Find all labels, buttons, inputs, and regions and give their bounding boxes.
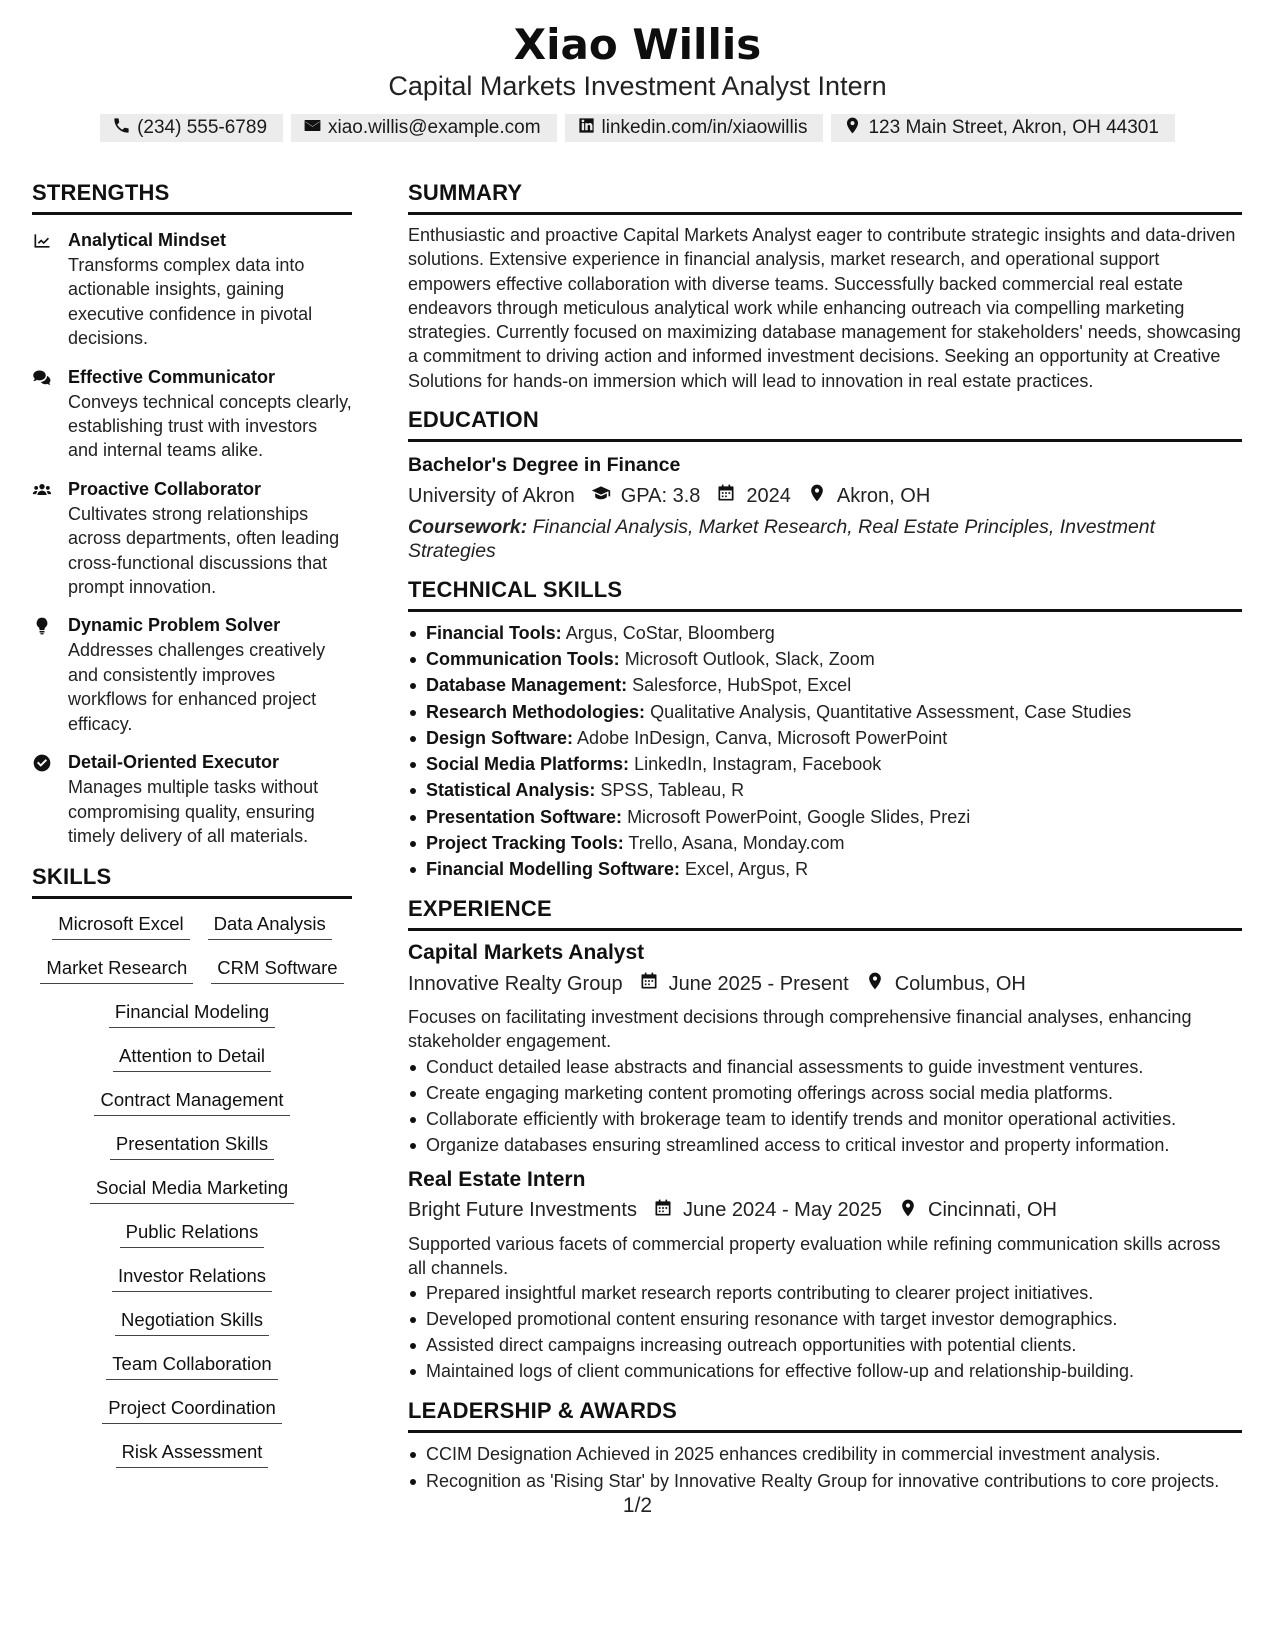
- contact-address: [831, 114, 1174, 142]
- dates-item: [653, 1198, 882, 1224]
- strength-desc: Manages multiple tasks without compromising quality, ensuring timely delivery of all materials.: [68, 777, 319, 846]
- skills-heading: SKILLS: [32, 864, 352, 899]
- skill-label: Database Management:: [426, 675, 628, 696]
- linkedin-icon: [577, 116, 596, 141]
- map-pin-icon: [807, 483, 827, 509]
- experience-heading: EXPERIENCE: [408, 896, 1242, 931]
- skill-value: Argus, CoStar, Bloomberg: [565, 623, 775, 644]
- list-item: Collaborate efficiently with brokerage team to identify trends and monitor operational activities.: [408, 1106, 1242, 1132]
- contact-bar: [0, 114, 1275, 142]
- gpa-text: GPA: 3.8: [620, 484, 701, 507]
- list-item: [408, 646, 1242, 672]
- list-item: Prepared insightful market research reports contributing to clearer project initiatives.: [408, 1280, 1242, 1306]
- job-meta: [408, 1198, 1242, 1224]
- skill-label: Research Methodologies:: [426, 701, 646, 722]
- location-item: [807, 483, 930, 509]
- technical-skills-heading: TECHNICAL SKILLS: [408, 577, 1242, 612]
- candidate-headline: Capital Markets Investment Analyst Intern: [388, 71, 887, 101]
- school-name: University of Akron: [408, 484, 575, 507]
- skill-tag: Presentation Skills: [110, 1131, 274, 1160]
- list-item: Developed promotional content ensuring resonance with target investor demographics.: [408, 1306, 1242, 1332]
- summary-heading: SUMMARY: [408, 180, 1242, 215]
- list-item: [408, 620, 1242, 646]
- skill-value: Qualitative Analysis, Quantitative Assessment, Case Studies: [650, 701, 1132, 722]
- skill-tag: Social Media Marketing: [90, 1175, 294, 1204]
- skill-label: Statistical Analysis:: [426, 780, 596, 801]
- job-location: Cincinnati, OH: [928, 1199, 1057, 1222]
- coursework: [408, 515, 1242, 563]
- page-number: 1/2: [622, 1494, 653, 1517]
- check-circle-icon: [32, 751, 54, 848]
- strength-item: [32, 751, 352, 848]
- list-item: Conduct detailed lease abstracts and financial assessments to guide investment ventures.: [408, 1054, 1242, 1080]
- list-item: [408, 751, 1242, 777]
- graduation-cap-icon: [591, 483, 611, 509]
- job-location: Columbus, OH: [894, 972, 1026, 995]
- map-pin-icon: [865, 971, 885, 997]
- contact-phone[interactable]: [100, 114, 283, 142]
- strength-desc: Conveys technical concepts clearly, establishing trust with investors and internal teams alike.: [68, 391, 352, 461]
- strength-desc: Addresses challenges creatively and consistently improves workflows for enhanced project efficacy.: [68, 640, 326, 734]
- skill-value: Salesforce, HubSpot, Excel: [632, 675, 852, 696]
- list-item: [408, 672, 1242, 698]
- skill-value: Adobe InDesign, Canva, Microsoft PowerPoint: [577, 727, 948, 748]
- strengths-list: [32, 229, 352, 848]
- chart-line-icon: [32, 229, 54, 351]
- skill-label: Financial Tools:: [426, 623, 562, 644]
- skill-tag: Investor Relations: [112, 1263, 272, 1292]
- skill-label: Social Media Platforms:: [426, 754, 630, 775]
- calendar-icon: [653, 1198, 673, 1224]
- users-icon: [32, 478, 54, 600]
- candidate-name: Xiao Willis: [513, 20, 762, 69]
- job-bullets: [408, 1054, 1242, 1158]
- skill-tag: Project Coordination: [102, 1395, 282, 1424]
- skill-value: Microsoft PowerPoint, Google Slides, Prezi: [627, 806, 971, 827]
- coursework-text: Financial Analysis, Market Research, Real Estate Principles, Investment Strategies: [408, 516, 1156, 563]
- skill-tag: Attention to Detail: [113, 1043, 271, 1072]
- skill-tag: Risk Assessment: [116, 1439, 269, 1468]
- dates-item: [639, 971, 849, 997]
- job-entry: [408, 941, 1242, 1158]
- skill-value: LinkedIn, Instagram, Facebook: [634, 754, 882, 775]
- list-item: Assisted direct campaigns increasing outreach opportunities with potential clients.: [408, 1332, 1242, 1358]
- education-heading: EDUCATION: [408, 407, 1242, 442]
- list-item: CCIM Designation Achieved in 2025 enhances credibility in commercial investment analysis.: [408, 1441, 1242, 1467]
- degree-title: Bachelor's Degree in Finance: [408, 454, 681, 477]
- skill-value: Excel, Argus, R: [685, 858, 809, 879]
- strength-desc: Transforms complex data into actionable insights, gaining executive confidence in pivotal decisions.: [68, 255, 313, 349]
- skill-tag: Negotiation Skills: [115, 1307, 269, 1336]
- skill-tag: Team Collaboration: [106, 1351, 277, 1380]
- contact-address-text: 123 Main Street, Akron, OH 44301: [868, 117, 1159, 138]
- skills-list: [32, 911, 352, 1468]
- job-description: Supported various facets of commercial property evaluation while refining communication skills across all channels.: [408, 1233, 1221, 1278]
- technical-skills-list: [408, 620, 1242, 882]
- phone-icon: [112, 116, 131, 141]
- skill-tag: Financial Modeling: [109, 999, 275, 1028]
- job-description: Focuses on facilitating investment decisions through comprehensive financial analyses, enhancing stakeholder engagement.: [408, 1007, 1192, 1052]
- envelope-icon: [303, 116, 322, 141]
- location-text: Akron, OH: [836, 484, 931, 507]
- strength-item: [32, 614, 352, 736]
- contact-phone-text: (234) 555-6789: [137, 117, 268, 138]
- comments-icon: [32, 366, 54, 463]
- strength-desc: Cultivates strong relationships across departments, often leading cross-functional discussions that prompt innovation.: [68, 503, 340, 598]
- skill-label: Financial Modelling Software:: [426, 858, 681, 879]
- skill-tag: Public Relations: [120, 1219, 265, 1248]
- contact-linkedin[interactable]: [565, 114, 824, 142]
- job-dates: June 2025 - Present: [668, 972, 849, 995]
- list-item: [408, 856, 1242, 882]
- calendar-icon: [716, 483, 736, 509]
- company-name: Innovative Realty Group: [408, 972, 623, 995]
- contact-email[interactable]: [291, 114, 557, 142]
- company-name: Bright Future Investments: [408, 1199, 637, 1222]
- skill-label: Presentation Software:: [426, 806, 623, 827]
- list-item: Organize databases ensuring streamlined access to critical investor and property information.: [408, 1132, 1242, 1158]
- left-column: [32, 180, 352, 1468]
- contact-linkedin-text: linkedin.com/in/xiaowillis: [601, 117, 808, 138]
- skill-value: Trello, Asana, Monday.com: [628, 832, 845, 853]
- job-dates: June 2024 - May 2025: [682, 1199, 883, 1222]
- skill-value: SPSS, Tableau, R: [600, 780, 745, 801]
- summary-text: Enthusiastic and proactive Capital Markets Analyst eager to contribute strategic insights and data-driven solutions. Extensive experience in financial analysis, market research, and operational support empowers effective collaboration with diverse teams. Successfully backed commercial real estate endeavors through meticulous analytical work while enhancing outreach via compelling marketing strategies. Currently focused on maximizing database management for stakeholders' needs, showcasing a commitment to driving action and informed investment decisions. Seeking an opportunity at Creative Solutions for hands-on immersion which will lead to innovation in real estate practices.: [408, 225, 1241, 391]
- right-column: [408, 180, 1242, 1494]
- skill-tag: CRM Software: [211, 955, 343, 984]
- job-entry: [408, 1168, 1242, 1385]
- skill-label: Project Tracking Tools:: [426, 832, 624, 853]
- skill-tag: Contract Management: [94, 1087, 289, 1116]
- strength-item: [32, 229, 352, 351]
- leadership-heading: LEADERSHIP & AWARDS: [408, 1398, 1242, 1433]
- skill-tag: Data Analysis: [208, 911, 332, 940]
- list-item: Create engaging marketing content promoting offerings across social media platforms.: [408, 1080, 1242, 1106]
- skill-tag: Market Research: [40, 955, 193, 984]
- job-bullets: [408, 1280, 1242, 1384]
- strength-title: Analytical Mindset: [68, 230, 227, 250]
- list-item: [408, 699, 1242, 725]
- contact-email-text: xiao.willis@example.com: [328, 117, 541, 138]
- skill-tag: Microsoft Excel: [52, 911, 189, 940]
- map-pin-icon: [843, 116, 862, 141]
- list-item: [408, 830, 1242, 856]
- skill-value: Microsoft Outlook, Slack, Zoom: [624, 649, 875, 670]
- location-item: [865, 971, 1026, 997]
- gpa-item: [591, 483, 701, 509]
- list-item: [408, 804, 1242, 830]
- list-item: Recognition as 'Rising Star' by Innovative Realty Group for innovative contributions to core projects.: [408, 1468, 1242, 1494]
- strength-item: [32, 366, 352, 463]
- list-item: Maintained logs of client communications for effective follow-up and relationship-building.: [408, 1358, 1242, 1384]
- calendar-icon: [639, 971, 659, 997]
- strength-title: Effective Communicator: [68, 366, 276, 387]
- strength-title: Dynamic Problem Solver: [68, 615, 281, 636]
- year-text: 2024: [746, 484, 791, 507]
- strength-title: Proactive Collaborator: [68, 478, 262, 499]
- skill-label: Communication Tools:: [426, 649, 620, 670]
- job-title: Capital Markets Analyst: [408, 941, 645, 965]
- leadership-list: [408, 1441, 1242, 1493]
- list-item: [408, 725, 1242, 751]
- education-meta: [408, 483, 1242, 509]
- skill-label: Design Software:: [426, 727, 574, 748]
- job-title: Real Estate Intern: [408, 1167, 586, 1191]
- job-meta: [408, 971, 1242, 997]
- lightbulb-icon: [32, 614, 54, 736]
- strengths-heading: STRENGTHS: [32, 180, 352, 215]
- list-item: [408, 777, 1242, 803]
- location-item: [898, 1198, 1057, 1224]
- map-pin-icon: [898, 1198, 918, 1224]
- coursework-label: Coursework:: [408, 516, 528, 539]
- strength-title: Detail-Oriented Executor: [68, 752, 280, 773]
- strength-item: [32, 478, 352, 600]
- year-item: [716, 483, 791, 509]
